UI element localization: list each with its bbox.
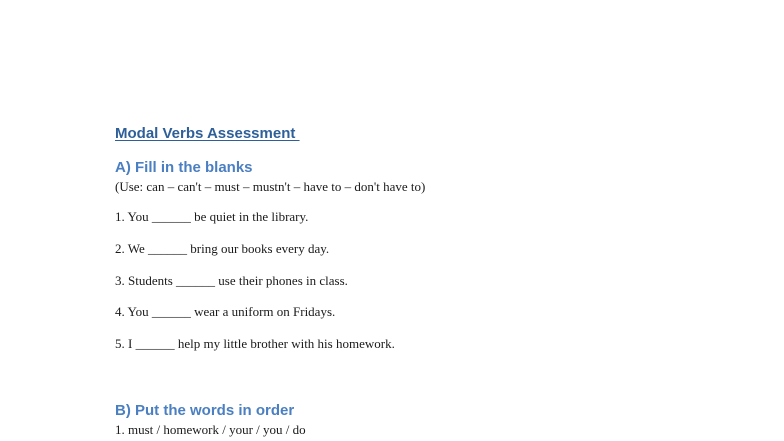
section-a-heading: A) Fill in the blanks xyxy=(115,159,253,176)
section-b-heading: B) Put the words in order xyxy=(115,402,295,419)
question-item: 5. I ______ help my little brother with his homework. xyxy=(115,336,395,351)
section-word-order xyxy=(115,401,306,439)
document-content xyxy=(115,124,755,437)
question-item: 4. You ______ wear a uniform on Fridays. xyxy=(115,304,336,319)
section-fill-in-blanks xyxy=(115,158,425,196)
section-a-instructions: (Use: can – can't – must – mustn't – have to – don't have to) xyxy=(115,179,426,194)
question-item: 2. We ______ bring our books every day. xyxy=(115,241,330,256)
question-item: 1. You ______ be quiet in the library. xyxy=(115,209,309,224)
question-item: 1. must / homework / your / you / do xyxy=(115,422,306,437)
question-item: 3. Students ______ use their phones in class. xyxy=(115,273,348,288)
document-title: Modal Verbs Assessment xyxy=(115,125,300,142)
